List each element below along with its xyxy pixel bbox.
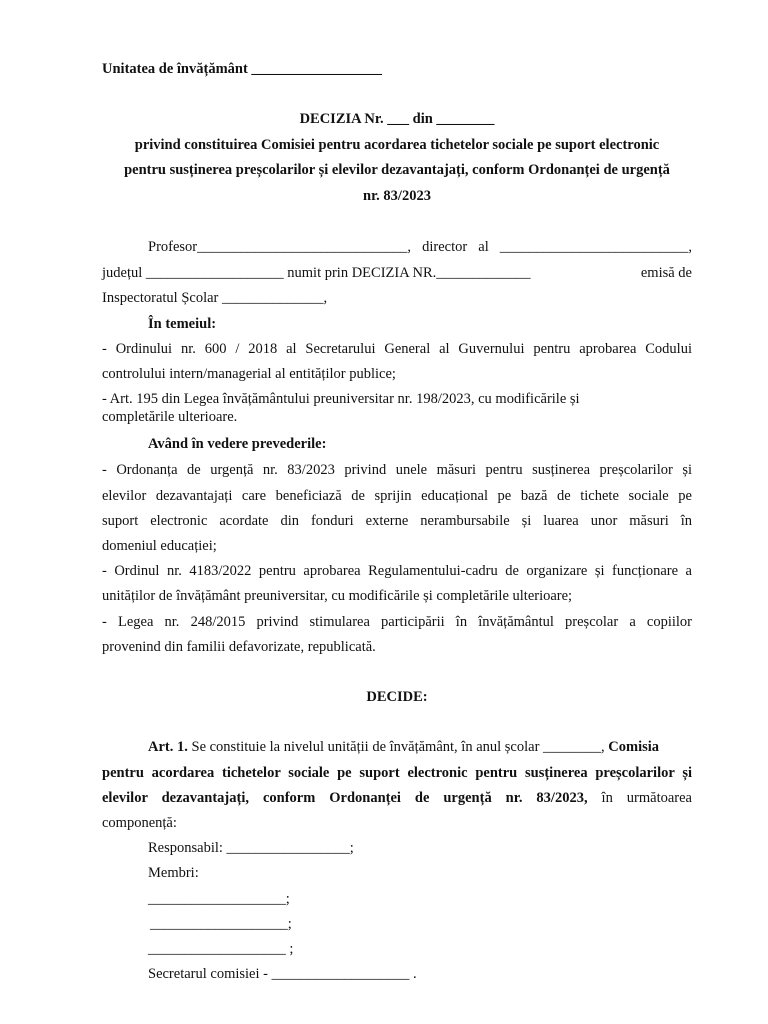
- decision-title: DECIZIA Nr. ___ din ________: [299, 111, 495, 127]
- prevederi-oug-line-1: - Ordonanța de urgență nr. 83/2023 privind unele măsuri pentru susținerea preșcolarilor și: [102, 462, 692, 478]
- prevederi-ordin-line-2: unităților de învățământ preuniversitar, cu modificările și completările ulterioare;: [102, 588, 573, 604]
- responsabil-line: Responsabil: _________________;: [148, 840, 354, 856]
- member-line-3: ___________________ ;: [148, 941, 294, 957]
- title-subject-line-3: nr. 83/2023: [363, 188, 431, 204]
- art1-line-2: pentru acordarea tichetelor sociale pe suport electronic pentru susținerea preșcolarilor și: [102, 765, 692, 781]
- temei-item-2-line-2: completările ulterioare.: [102, 409, 238, 425]
- temei-heading: În temeiul:: [148, 316, 217, 332]
- decide-heading: DECIDE:: [366, 689, 428, 705]
- art1-commission: Comisia: [608, 739, 660, 755]
- prevederi-lege-line-2: provenind din familii defavorizate, republicată.: [102, 639, 376, 655]
- intro-line-2-main: județul ___________________ numit prin DECIZIA NR._____________: [102, 265, 531, 281]
- prevederi-heading: Având în vedere prevederile:: [148, 436, 327, 452]
- prevederi-oug-line-2: elevilor dezavantajați care beneficiază de sprijin educațional pe bază de tichete sociale pe: [102, 488, 692, 504]
- prevederi-lege-line-1: - Legea nr. 248/2015 privind stimularea participării în învățământul preșcolar a copiilor: [102, 614, 692, 630]
- art1-line-4: componență:: [102, 815, 177, 831]
- intro-line-1: Profesor_____________________________, director al __________________________,: [148, 239, 692, 255]
- art1-ordinance-ref: elevilor dezavantajați, conform Ordonanței de urgență nr. 83/2023,: [102, 790, 588, 806]
- temei-item-1-line-1: - Ordinului nr. 600 / 2018 al Secretarului General al Guvernului pentru aprobarea Codului: [102, 341, 692, 357]
- art1-label: Art. 1.: [148, 739, 188, 755]
- unit-line: Unitatea de învățământ __________________: [102, 61, 382, 77]
- art1-text: Se constituie la nivelul unității de învățământ, în anul școlar ________,: [187, 739, 609, 755]
- member-line-2: ___________________;: [150, 916, 292, 932]
- intro-line-2-end: emisă de: [640, 265, 692, 281]
- art1-line-3: [102, 789, 692, 807]
- member-line-1: ___________________;: [148, 891, 290, 907]
- art1-line-3-end: în următoarea: [587, 790, 692, 806]
- title-subject-line-1: privind constituirea Comisiei pentru acordarea tichetelor sociale pe suport electronic: [134, 137, 660, 153]
- title-subject-line-2: pentru susținerea preșcolarilor și elevilor dezavantajați, conform Ordonanței de urgență: [124, 162, 670, 178]
- temei-item-2-line-1: - Art. 195 din Legea învățământului preuniversitar nr. 198/2023, cu modificările și: [102, 391, 580, 407]
- membri-label: Membri:: [148, 865, 199, 881]
- intro-line-3: Inspectoratul Școlar ______________,: [102, 290, 328, 306]
- prevederi-ordin-line-1: - Ordinul nr. 4183/2022 pentru aprobarea Regulamentului-cadru de organizare și funcționare a: [102, 563, 692, 579]
- prevederi-oug-line-3: suport electronic acordate din fonduri externe nerambursabile și luarea unor măsuri în: [102, 513, 692, 529]
- temei-item-1-line-2: controlului intern/managerial al entităților publice;: [102, 366, 396, 382]
- intro-line-2: [102, 264, 692, 282]
- art1-line-1: [148, 738, 692, 756]
- secretar-line: Secretarul comisiei - ___________________ .: [148, 966, 417, 982]
- prevederi-oug-line-4: domeniul educației;: [102, 538, 217, 554]
